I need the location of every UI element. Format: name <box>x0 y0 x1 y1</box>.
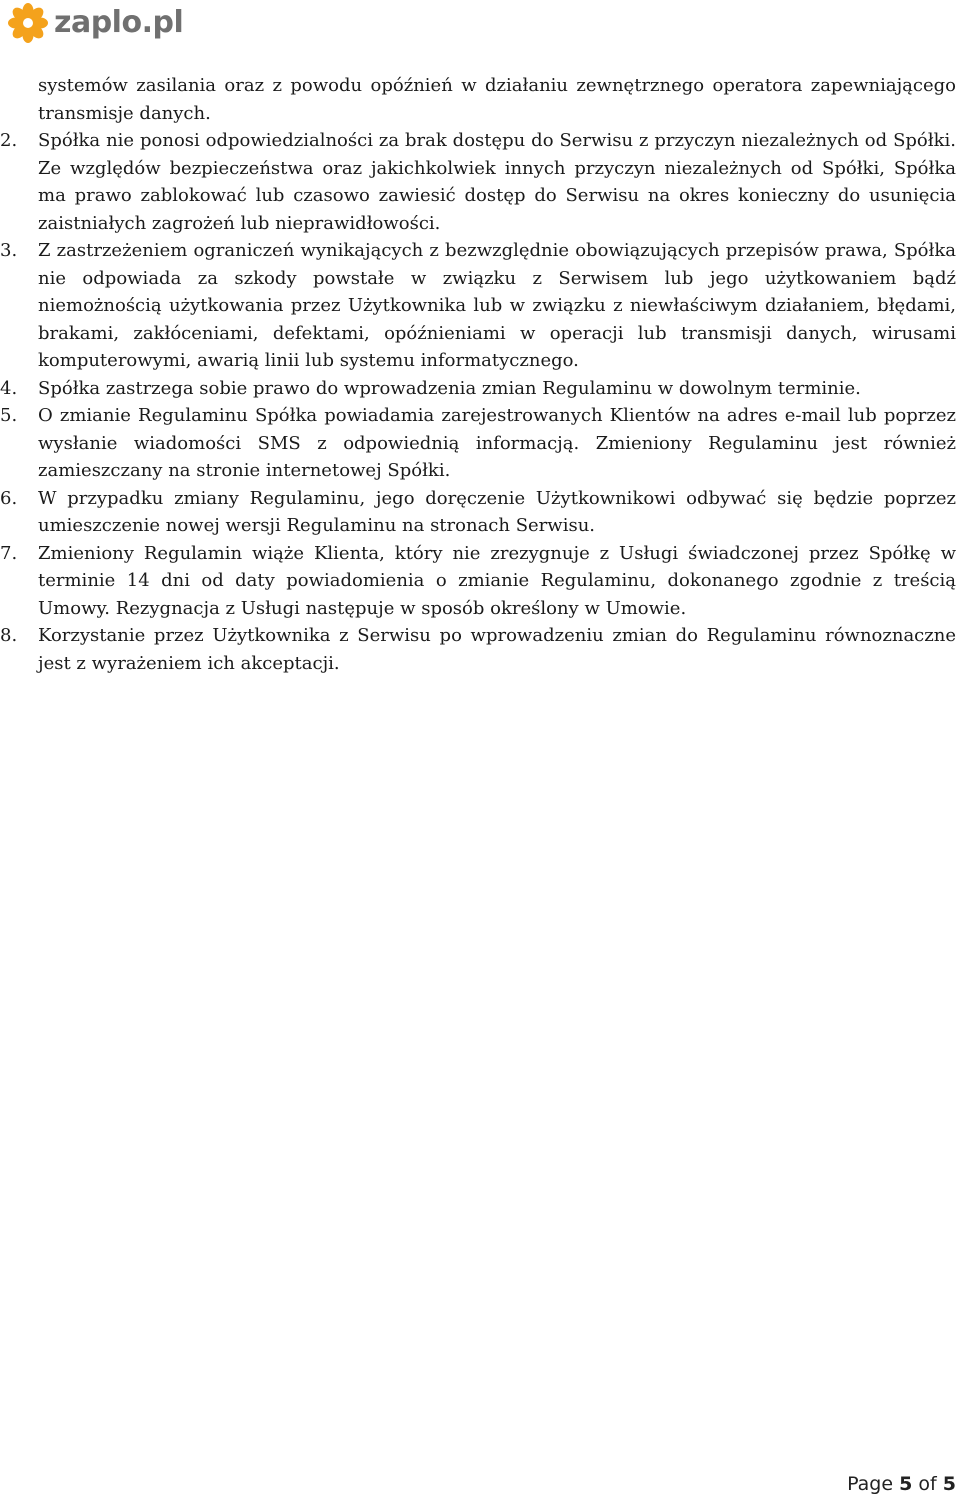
logo <box>8 2 183 44</box>
list-item <box>0 375 956 403</box>
item-number: 5. <box>0 405 18 426</box>
total-pages: 5 <box>942 1473 956 1495</box>
page-number <box>847 1473 956 1495</box>
item-number: 7. <box>0 542 18 564</box>
item-text: systemów zasilania oraz z powodu opóźnień w działaniu zewnętrznego operatora zapewniającego transmisje danych. <box>38 75 956 124</box>
list-item <box>0 237 956 375</box>
list-item <box>0 622 956 677</box>
item-number: 2. <box>0 130 18 151</box>
page-word: Page <box>847 1473 894 1495</box>
item-text: Zmieniony Regulamin wiąże Klienta, który nie zrezygnuje z Usługi świadczonej przez Spółkę w terminie 14 dni od daty powiadomienia o zmianie Regulaminu, dokonanego zgodnie z treścią Umowy. Rezygnacja z Usługi następuje w sposób określony w Umowie. <box>38 542 956 619</box>
document-body <box>0 72 956 677</box>
item-text: Korzystanie przez Użytkownika z Serwisu po wprowadzeniu zmian do Regulaminu równoznaczne jest z wyrażeniem ich akceptacji. <box>38 625 956 674</box>
list-item <box>0 127 956 237</box>
item-text: Spółka nie ponosi odpowiedzialności za brak dostępu do Serwisu z przyczyn niezależnych od Spółki. Ze względów bezpieczeństwa oraz jakichkolwiek innych przyczyn niezależnych od Spółki, Spółka ma prawo zablokować lub czasowo zawiesić dostęp do Serwisu na okres konieczny do usunięcia zaistniałych zagrożeń lub nieprawidłowości. <box>38 130 956 234</box>
current-page: 5 <box>899 1473 913 1495</box>
list-item <box>0 402 956 485</box>
item-number: 6. <box>0 487 18 509</box>
item-number: 3. <box>0 240 18 261</box>
item-number: 4. <box>0 377 18 399</box>
item-text: Z zastrzeżeniem ograniczeń wynikających z bezwzględnie obowiązujących przepisów prawa, Spółka nie odpowiada za szkody powstałe w związku z Serwisem lub jego użytkowaniem bądź niemożnością użytkowania przez Użytkownika lub w związku z niewłaściwym działaniem, błędami, brakami, zakłóceniami, defektami, opóźnieniami w operacji lub transmisji danych, wirusami komputerowymi, awarią linii lub systemu informatycznego. <box>38 240 956 371</box>
of-word: of <box>918 1473 937 1495</box>
list-item <box>0 540 956 623</box>
item-text: Spółka zastrzega sobie prawo do wprowadzenia zmian Regulaminu w dowolnym terminie. <box>38 377 861 399</box>
logo-text: zaplo.pl <box>54 5 184 40</box>
item-number: 8. <box>0 625 18 646</box>
item-text: O zmianie Regulaminu Spółka powiadamia zarejestrowanych Klientów na adres e-mail lub poprzez wysłanie wiadomości SMS z odpowiednią informacją. Zmieniony Regulaminu jest również zamieszczany na stronie internetowej Spółki. <box>38 405 956 481</box>
list-item <box>0 485 956 540</box>
paragraph-continuation <box>38 72 956 127</box>
item-text: W przypadku zmiany Regulaminu, jego doręczenie Użytkownikowi odbywać się będzie poprzez umieszczenie nowej wersji Regulaminu na stronach Serwisu. <box>38 487 956 536</box>
flower-icon <box>8 3 48 43</box>
